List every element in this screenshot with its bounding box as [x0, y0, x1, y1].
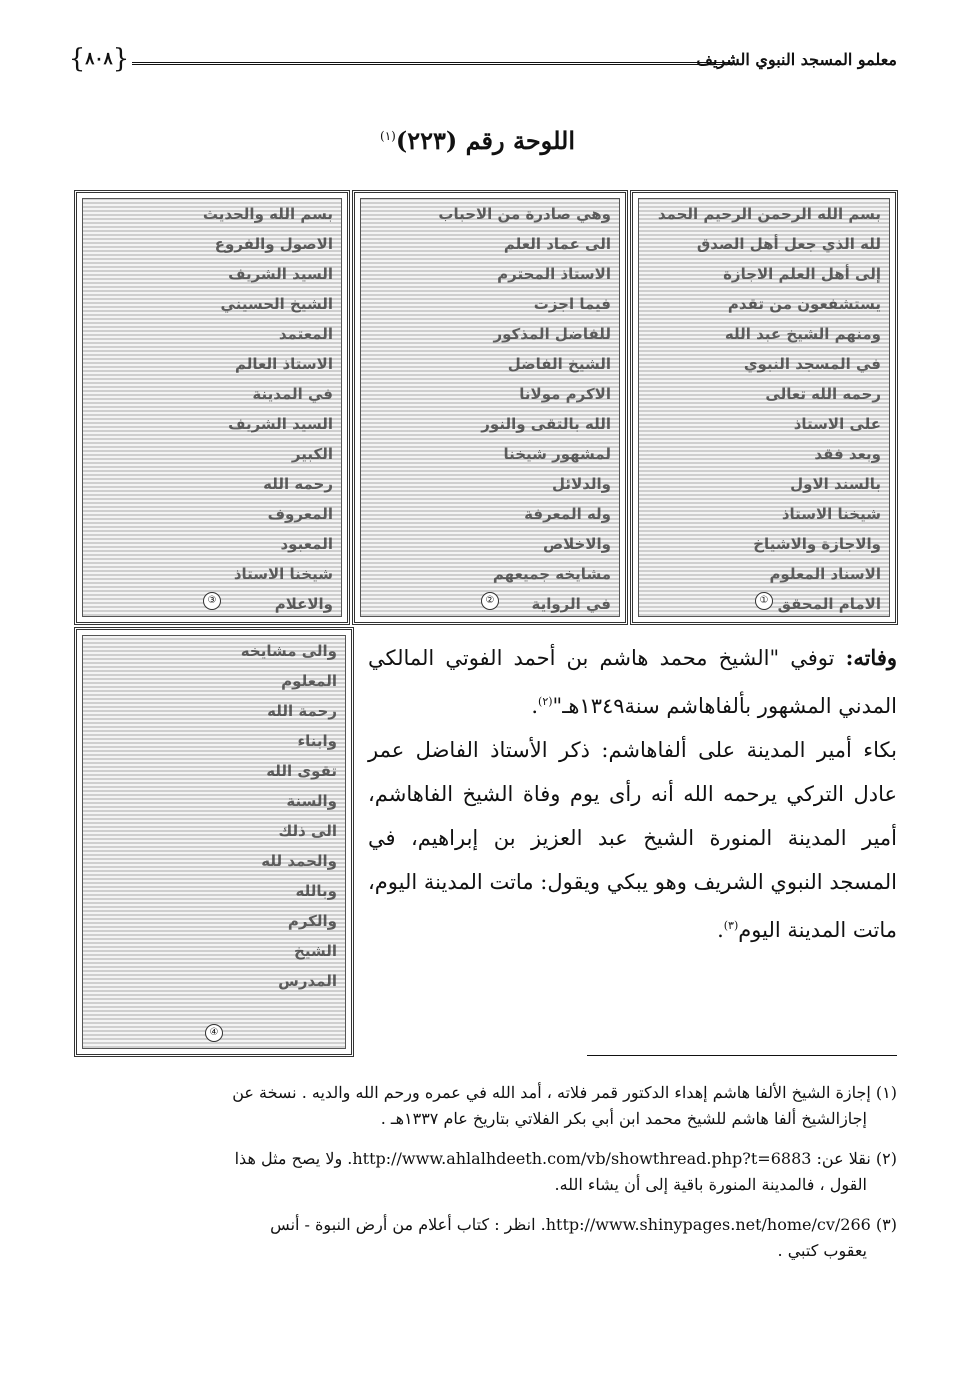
- footnote-2-line-2: القول ، فالمدينة المنورة باقية إلى أن يشاء الله.: [554, 1175, 867, 1194]
- mourning-text: بكاء أمير المدينة على ألفاهاشم: ذكر الأستاذ الفاضل عمر عادل التركي يرحمه الله أنه رأى يوم وفاة الشيخ الفاهاشم، أمير المدينة المنورة الشيخ عبد العزيز بن إبراهيم، في المسجد النبوي الشريف وهو يبكي ويقول: ماتت المدينة اليوم، ماتت المدينة اليوم: [368, 738, 897, 942]
- manuscript-page-4: [82, 635, 346, 1049]
- manuscript-line: والى مشايخه: [240, 642, 337, 660]
- manuscript-line: الشيخ: [294, 942, 337, 960]
- manuscript-line: وبالله: [295, 882, 337, 900]
- manuscript-line: الكبير: [291, 445, 333, 463]
- manuscript-line: والاعلام: [274, 595, 333, 613]
- manuscript-line: السيد الشريف: [228, 265, 333, 283]
- page-header: [70, 40, 897, 80]
- manuscript-line: الاكرم مولانا: [519, 385, 611, 403]
- manuscript-image-1: [630, 190, 898, 625]
- manuscript-line: الى ذلك: [278, 822, 337, 840]
- manuscript-line: وبعد فقد: [814, 445, 881, 463]
- plate-note-ref: (١): [380, 129, 396, 143]
- footnote-1: [70, 1080, 897, 1132]
- footnote-2-prefix: (٢) نقلا عن:: [816, 1149, 897, 1168]
- manuscript-line: تقوى الله: [266, 762, 337, 780]
- plate-title-text: اللوحة رقم (٢٢٣): [395, 126, 575, 155]
- manuscript-line: المعلوم: [281, 672, 337, 690]
- mourning-note-ref: (٣): [723, 919, 739, 932]
- manuscript-page-3: [82, 198, 342, 617]
- page-number: { ٨٠٨ }: [68, 44, 130, 74]
- manuscript-line: بالسند الاول: [790, 475, 881, 493]
- manuscript-line: والدلائل: [552, 475, 611, 493]
- manuscript-line: رحمة الله: [267, 702, 337, 720]
- manuscript-line: السيد الشريف: [228, 415, 333, 433]
- manuscript-image-3: [74, 190, 350, 625]
- footnote-3-prefix: (٣): [875, 1215, 897, 1234]
- manuscript-line: والاخلاص: [542, 535, 611, 553]
- manuscript-line: الشيخ الحسيني: [220, 295, 333, 313]
- footnote-3-rest: . انظر : كتاب أعلام من أرض النبوة - أنس: [270, 1215, 546, 1234]
- manuscript-number-1: ①: [755, 592, 773, 610]
- manuscript-line: الشيخ الفاضل: [507, 355, 611, 373]
- manuscript-text-2: [361, 199, 619, 617]
- manuscript-line: شيخنا الاستاذ: [781, 505, 881, 523]
- death-label: وفاته:: [845, 645, 897, 670]
- manuscript-line: لله الذي جعل أهل الصدق: [696, 235, 881, 253]
- manuscript-image-2: [352, 190, 628, 625]
- manuscript-line: وله المعرفة: [524, 505, 611, 523]
- manuscript-line: في الرواية: [531, 595, 611, 613]
- footnotes: [70, 1080, 897, 1278]
- manuscript-line: وابناء: [297, 732, 337, 750]
- running-title: معلمو المسجد النبوي الشريف: [696, 50, 897, 69]
- page-number-text: ٨٠٨: [85, 49, 113, 69]
- manuscript-page-2: [360, 198, 620, 617]
- plate-title: [0, 126, 955, 155]
- manuscript-line: والحمد لله: [261, 852, 337, 870]
- manuscript-line: الاستاذ العالم: [234, 355, 333, 373]
- manuscript-number-3: ③: [203, 592, 221, 610]
- manuscript-line: الامام المحقق: [777, 595, 881, 613]
- manuscript-line: شيخنا الاستاذ: [233, 565, 333, 583]
- manuscript-line: المعبود: [280, 535, 333, 553]
- manuscript-line: المدرس: [278, 972, 337, 990]
- manuscript-text-4: [83, 636, 345, 996]
- manuscript-line: بسم الله والحديث: [202, 205, 333, 223]
- manuscript-line: في المسجد النبوي: [743, 355, 881, 373]
- manuscript-line: يستشفعون من تقدم: [727, 295, 881, 313]
- manuscript-image-4: [74, 627, 354, 1057]
- death-note-ref: (٢): [538, 695, 553, 708]
- manuscript-line: رحمه الله: [263, 475, 333, 493]
- manuscript-line: المعروف: [267, 505, 333, 523]
- footnote-1-line-1: (١) إجازة الشيخ الألفا هاشم إهداء الدكتور قمر فلاته ، أمد الله في عمره ورحم الله والديه . نسخة عن: [232, 1083, 897, 1102]
- footnote-3: [70, 1212, 897, 1264]
- manuscript-text-1: [639, 199, 889, 617]
- manuscript-line: مشايخه جميعهم: [492, 565, 611, 583]
- footnote-2: [70, 1146, 897, 1198]
- manuscript-number-2: ②: [481, 592, 499, 610]
- manuscript-line: الاصول والفروع: [214, 235, 333, 253]
- death-text: توفي "الشيخ محمد هاشم بن أحمد الفوتي المالكي المدني المشهور بألفاهاشم سنة١٣٤٩هـ": [368, 646, 897, 718]
- paragraph-death: [368, 636, 897, 728]
- manuscript-line: على الاستاذ: [793, 415, 881, 433]
- body-text: [368, 636, 897, 952]
- manuscript-line: الاسناد المعلوم: [769, 565, 881, 583]
- manuscript-line: لمشهور شيخنا: [503, 445, 611, 463]
- manuscript-number-4: ④: [205, 1024, 223, 1042]
- manuscript-line: بسم الله الرحمن الرحيم الحمد: [657, 205, 881, 223]
- death-end: .: [531, 694, 539, 718]
- footnote-2-link[interactable]: http://www.ahlalhdeeth.com/vb/showthread.php?t=6883: [352, 1149, 812, 1168]
- manuscript-line: رحمه الله تعالى: [765, 385, 881, 403]
- manuscript-line: الى عماد العلم: [503, 235, 611, 253]
- manuscript-line: وهي صادرة من الاحباب: [438, 205, 611, 223]
- manuscript-line: والسنة: [286, 792, 337, 810]
- manuscript-text-3: [83, 199, 341, 617]
- footnote-rule: [587, 1055, 897, 1056]
- manuscript-line: الله بالتقى والنور: [481, 415, 611, 433]
- footnote-3-link[interactable]: http://www.shinypages.net/home/cv/266: [545, 1215, 871, 1234]
- manuscript-line: للفاضل المذكور: [493, 325, 611, 343]
- manuscript-line: المعتمد: [278, 325, 333, 343]
- manuscript-page-1: [638, 198, 890, 617]
- mourning-end: .: [717, 918, 724, 942]
- footnote-1-line-2: إجازالشيخ ألفا هاشم للشيخ محمد ابن أبي بكر الفلاتي بتاريخ عام ١٣٣٧هـ .: [380, 1109, 867, 1128]
- manuscript-line: ومنهم الشيخ عبد الله: [724, 325, 881, 343]
- footnote-2-rest: . ولا يصح مثل هذا: [234, 1149, 353, 1168]
- manuscript-line: فيما اجزت: [533, 295, 611, 313]
- manuscript-line: في المدينة: [252, 385, 333, 403]
- manuscript-line: إلى أهل العلم الاجازة: [723, 265, 881, 283]
- footnote-3-line-2: يعقوب كتبي .: [777, 1241, 867, 1260]
- paragraph-mourning: [368, 728, 897, 952]
- manuscript-line: والاجازة والاشياخ: [753, 535, 881, 553]
- manuscript-line: والكرم: [287, 912, 337, 930]
- header-rule: [132, 62, 732, 65]
- manuscript-line: الاستاذ المحترم: [497, 265, 611, 283]
